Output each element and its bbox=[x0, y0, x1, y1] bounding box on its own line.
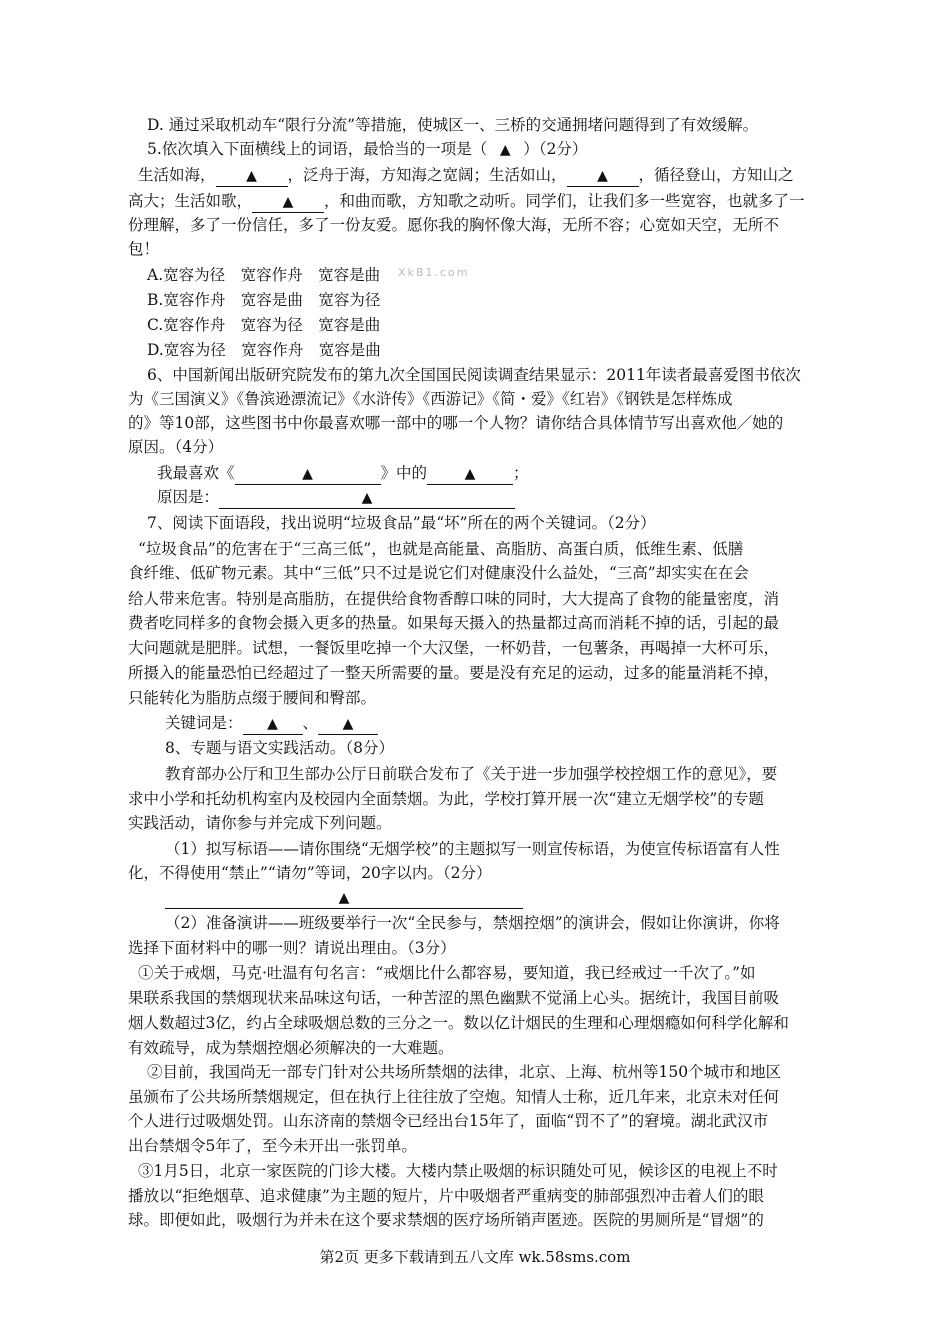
q8-line2: 求中小学和托幼机构室内及校园内全面禁烟。为此，学校打算开展一次“建立无烟学校”的专题 bbox=[128, 790, 764, 808]
character-blank[interactable] bbox=[427, 463, 513, 485]
q8-line1: 教育部办公厅和卫生部办公厅日前联合发布了《关于进一步加强学校控烟工作的意见》，要 bbox=[165, 765, 778, 783]
q7-line7: 只能转化为脂肪点缀于腰间和臀部。 bbox=[128, 689, 377, 707]
fill-blank[interactable] bbox=[216, 165, 288, 187]
answer-marker: ▲ bbox=[282, 194, 294, 210]
answer-marker: ▲ bbox=[342, 716, 354, 732]
q8-sub1-line1: （1）拟写标语——请你围绕“无烟学校”的主题拟写一则宣传标语，为使宣传标语富有人性 bbox=[165, 840, 780, 858]
keyword-blank[interactable] bbox=[243, 713, 303, 735]
q6-line3: 的》等10部，这些图书中你最喜欢哪一部中的哪一个人物？请你结合具体情节写出喜欢他／她的 bbox=[128, 414, 784, 432]
q5-para-line3: 份理解，多了一份信任，多了一份友爱。愿你我的胸怀像大海，无所不容；心宽如天空，无所不 bbox=[128, 216, 780, 234]
q6-favorite-line: 我最喜欢《 ▲ 》中的 ▲ ； bbox=[157, 460, 529, 486]
q5-option-b: B.宽容作舟 宽容是曲 宽容为径 bbox=[147, 291, 381, 309]
material1-line1: ①关于戒烟，马克·吐温有句名言：“戒烟比什么都容易，要知道，我已经戒过一千次了。”如 bbox=[138, 964, 756, 982]
material3-line3: 球。即便如此，吸烟行为并未在这个要求禁烟的医疗场所销声匿迹。医院的男厕所是“冒烟”的 bbox=[128, 1211, 764, 1229]
q6-line1: 6、中国新闻出版研究院发布的第九次全国国民阅读调查结果显示：2011年读者最喜爱图书依次 bbox=[147, 366, 801, 384]
material2-line4: 出台禁烟令5年了，至今未开出一张罚单。 bbox=[128, 1137, 417, 1155]
keyword-blank[interactable] bbox=[318, 713, 378, 735]
slogan-blank[interactable] bbox=[165, 887, 523, 909]
q5-para-line4: 包！ bbox=[128, 240, 160, 258]
material3-line2: 播放以“拒绝烟草、追求健康”为主题的短片，片中吸烟者严重病变的肺部强烈冲击着人们的眼 bbox=[128, 1187, 764, 1205]
q8-sub2-line1: （2）准备演讲——班级要举行一次“全民参与，禁烟控烟”的演讲会，假如让你演讲，你将 bbox=[165, 914, 780, 932]
answer-marker: ▲ bbox=[464, 466, 476, 482]
q7-line6: 所摄入的能量恐怕已经超过了一整天所需要的量。要是没有充足的运动，过多的能量消耗不掉， bbox=[128, 664, 780, 682]
material1-line3: 烟人数超过3亿，约占全球吸烟总数的三分之一。数以亿计烟民的生理和心理烟瘾如何科学化解和 bbox=[128, 1014, 789, 1032]
material1-line4: 有效疏导，成为禁烟控烟必须解决的一大难题。 bbox=[128, 1039, 454, 1057]
q5-option-c: C.宽容作舟 宽容为径 宽容是曲 bbox=[147, 316, 381, 334]
material1-line2: 果联系我国的禁烟现状来品味这句话，一种苦涩的黑色幽默不觉涌上心头。据统计，我国目前吸 bbox=[128, 989, 780, 1007]
q7-line2: 食纤维、低矿物元素。其中“三低”只不过是说它们对健康没什么益处，“三高”却实实在在会 bbox=[128, 564, 749, 582]
page-footer: 第2页 更多下载请到五八文库 wk.58sms.com bbox=[319, 1248, 631, 1266]
q7-title: 7、阅读下面语段，找出说明“垃圾食品”最“坏”所在的两个关键词。（2分） bbox=[147, 514, 656, 532]
answer-marker: ▲ bbox=[361, 490, 373, 506]
option-d-line: D. 通过采取机动车“限行分流”等措施，使城区一、三桥的交通拥堵问题得到了有效缓解。 bbox=[147, 116, 759, 134]
q7-line4: 费者吃同样多的食物会摄入更多的热量。如果每天摄入的热量都过高而消耗不掉的话，引起的最 bbox=[128, 614, 780, 632]
q6-line4: 原因。（4分） bbox=[128, 438, 224, 456]
material2-line2: 虽颁布了公共场所禁烟规定，但在执行上往往放了空炮。知情人士称，近几年来，北京未对任何 bbox=[128, 1088, 780, 1106]
answer-marker: ▲ bbox=[267, 716, 278, 732]
q8-sub2-line2: 选择下面材料中的哪一则？请说出理由。（3分） bbox=[128, 939, 456, 957]
reason-blank[interactable] bbox=[219, 487, 515, 509]
answer-marker: ▲ bbox=[338, 890, 350, 906]
q7-line1: “垃圾食品”的危害在于“三高三低”，也就是高能量、高脂肪、高蛋白质，低维生素、低膳 bbox=[138, 540, 744, 558]
answer-marker: ▲ bbox=[597, 168, 608, 184]
q5-title: 5.依次填入下面横线上的词语，最恰当的一项是（ ▲ ）（2分） bbox=[147, 136, 587, 162]
q5-para-line1: 生活如海， ▲ ，泛舟于海，方知海之宽阔；生活如山， ▲ ，循径登山，方知山之 bbox=[138, 162, 850, 188]
q6-line2: 为《三国演义》《鲁滨逊漂流记》《水浒传》《西游记》《简・爱》《红岩》《钢铁是怎样炼成 bbox=[128, 390, 733, 408]
answer-marker: ▲ bbox=[246, 168, 257, 184]
q8-sub1-line2: 化，不得使用“禁止”“请勿”等词，20字以内。（2分） bbox=[128, 864, 492, 882]
fill-blank[interactable] bbox=[567, 165, 639, 187]
q6-reason-line: 原因是： ▲ bbox=[157, 484, 515, 510]
q5-para-line2: 高大；生活如歌， ▲ ，和曲而歌，方知歌之动听。同学们，让我们多一些宽容，也就多了一 bbox=[128, 188, 805, 214]
material3-line1: ③1月5日，北京一家医院的门诊大楼。大楼内禁止吸烟的标识随处可见，候诊区的电视上不时 bbox=[138, 1162, 778, 1180]
q7-line3: 给人带来危害。特别是高脂肪，在提供给食物香醇口味的同时，大大提高了食物的能量密度，消 bbox=[128, 590, 780, 608]
q8-title: 8、专题与语文实践活动。（8分） bbox=[165, 739, 394, 757]
slogan-line bbox=[165, 884, 523, 910]
answer-marker: ▲ bbox=[302, 466, 313, 482]
q5-option-a: A.宽容为径 宽容作舟 宽容是曲 bbox=[147, 266, 381, 284]
answer-marker: ▲ bbox=[499, 142, 511, 158]
q5-option-d: D.宽容为径 宽容作舟 宽容是曲 bbox=[147, 341, 381, 359]
material2-line1: ②目前，我国尚无一部专门针对公共场所禁烟的法律，北京、上海、杭州等150个城市和地区 bbox=[147, 1063, 782, 1081]
q8-line3: 实践活动，请你参与并完成下列问题。 bbox=[128, 814, 392, 832]
fill-blank[interactable] bbox=[252, 191, 324, 213]
book-blank[interactable] bbox=[235, 463, 381, 485]
q7-line5: 大问题就是肥胖。试想，一餐饭里吃掉一个大汉堡，一杯奶昔，一包薯条，再喝掉一大杯可乐， bbox=[128, 639, 780, 657]
q7-keywords-line: 关键词是： ▲ 、 ▲ bbox=[165, 710, 378, 736]
watermark: XkB1.com bbox=[398, 266, 470, 279]
material2-line3: 个人进行过吸烟处罚。山东济南的禁烟令已经出台15年了，面临“罚不了”的窘境。湖北武汉市 bbox=[128, 1112, 769, 1130]
